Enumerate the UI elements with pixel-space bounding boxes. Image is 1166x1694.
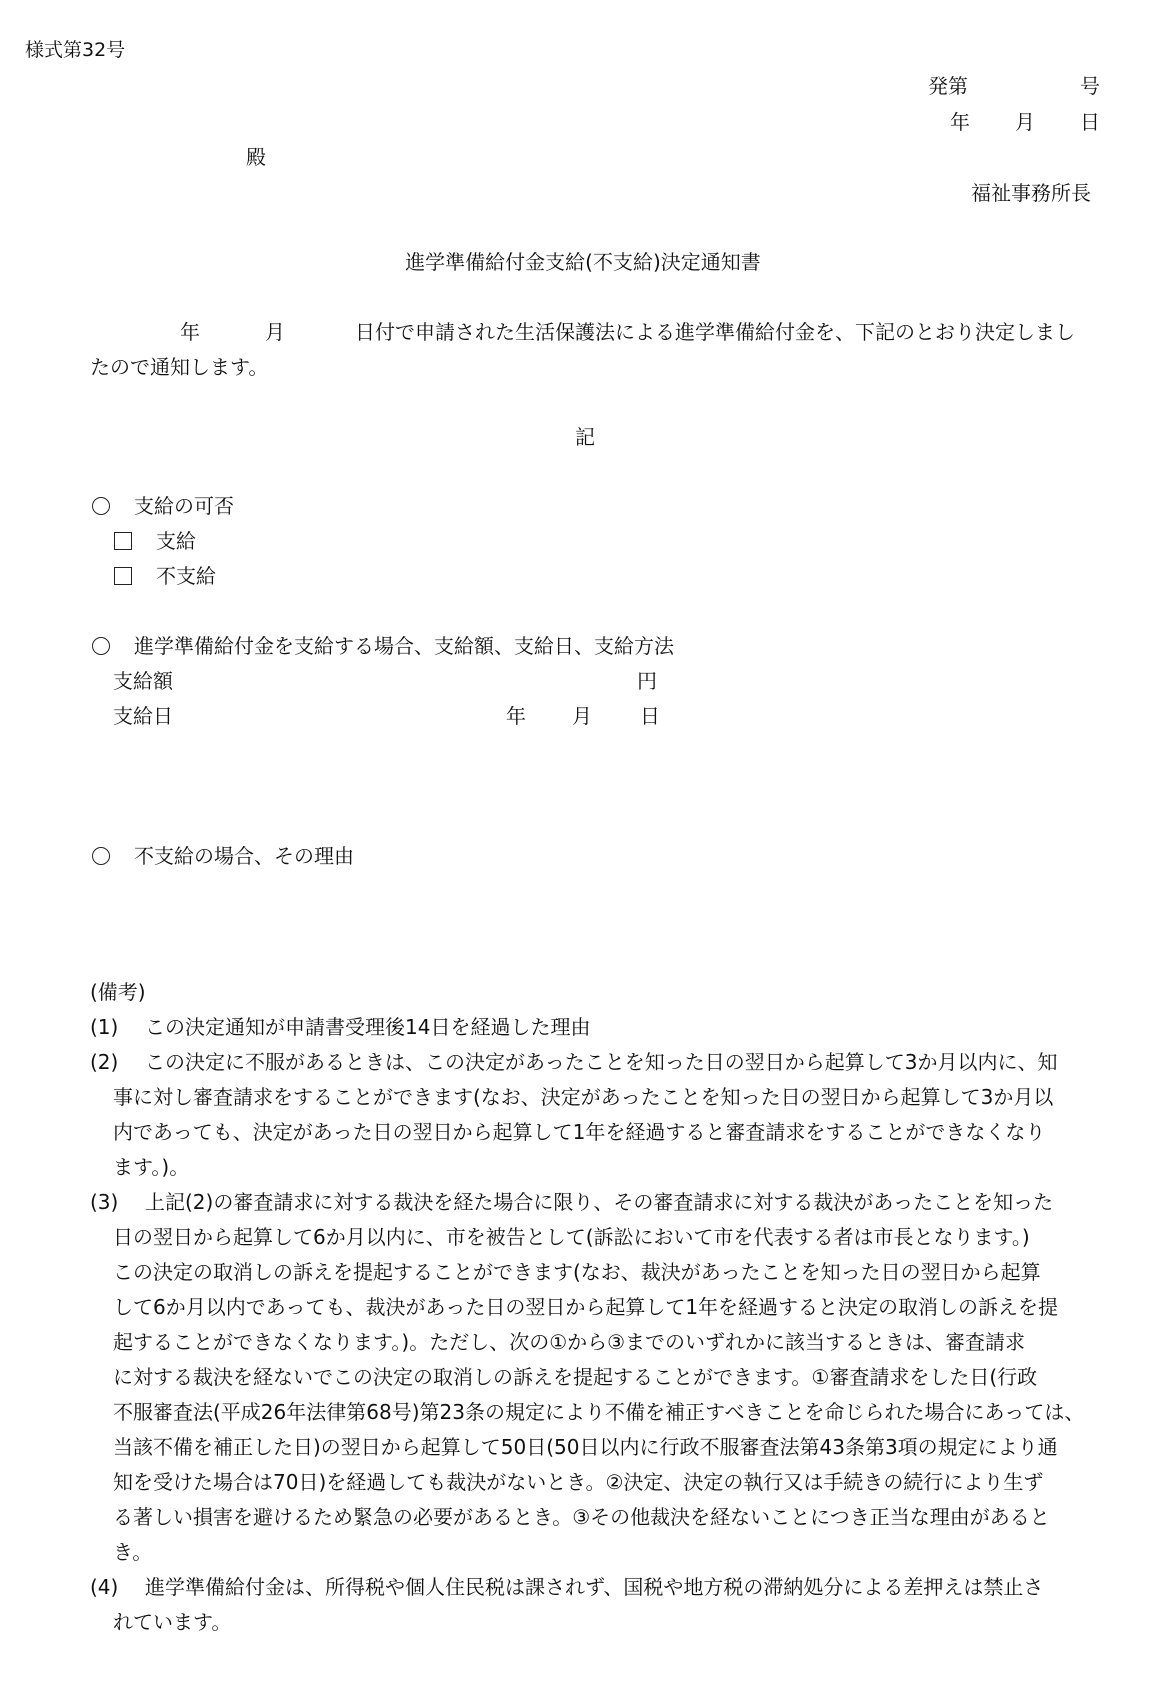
date-month-label: 月 xyxy=(1015,110,1035,134)
circle-bullet-icon xyxy=(92,497,110,515)
remark-3-line: 上記(2)の審査請求に対する裁決を経た場合に限り、その審査請求に対する裁決があったことを知った xyxy=(145,1190,1054,1214)
remark-1-line: この決定通知が申請書受理後14日を経過した理由 xyxy=(145,1015,591,1039)
payment-date-day: 日 xyxy=(640,704,660,728)
date-day-label: 日 xyxy=(1080,110,1100,134)
checkbox-approve[interactable] xyxy=(114,532,132,550)
approval-heading: 支給の可否 xyxy=(134,494,234,518)
remark-3-line: 当該不備を補正した日)の翌日から起算して50日(50日以内に行政不服審査法第43条第3項の規定により通 xyxy=(113,1435,1058,1459)
payment-date-month: 月 xyxy=(572,704,592,728)
document-title: 進学準備給付金支給(不支給)決定通知書 xyxy=(405,250,761,274)
payment-date-label: 支給日 xyxy=(113,704,173,728)
payment-amount-label: 支給額 xyxy=(113,669,173,693)
remark-3-line: この決定の取消しの訴えを提起することができます(なお、裁決があったことを知った日の翌日から起算 xyxy=(113,1260,1041,1284)
intro-year-label: 年 xyxy=(180,320,200,344)
ki-heading: 記 xyxy=(575,425,595,449)
payment-heading: 進学準備給付金を支給する場合、支給額、支給日、支給方法 xyxy=(134,634,674,658)
payment-amount-unit: 円 xyxy=(637,669,657,693)
remark-2-line: 事に対し審査請求をすることができます(なお、決定があったことを知った日の翌日から起算して3か月以 xyxy=(113,1085,1054,1109)
addressee-suffix: 殿 xyxy=(246,145,266,169)
date-year-label: 年 xyxy=(950,110,970,134)
remark-2-line: この決定に不服があるときは、この決定があったことを知った日の翌日から起算して3か月以内に、知 xyxy=(145,1050,1058,1074)
issuer-name: 福祉事務所長 xyxy=(971,181,1091,205)
remarks-heading: (備考) xyxy=(90,980,146,1004)
issue-number-prefix: 発第 xyxy=(928,74,968,98)
remark-3-line: に対する裁決を経ないでこの決定の取消しの訴えを提起することができます。①審査請求をした日(行政 xyxy=(113,1365,1038,1389)
intro-text-line-1: 日付で申請された生活保護法による進学準備給付金を、下記のとおり決定しまし xyxy=(355,320,1075,344)
remark-2-line: ます。)。 xyxy=(113,1155,190,1179)
remark-4-line: 進学準備給付金は、所得税や個人住民税は課されず、国税や地方税の滞納処分による差押えは禁止さ xyxy=(145,1575,1044,1599)
option-refuse-label: 不支給 xyxy=(156,564,216,588)
remark-3-line: 不服審査法(平成26年法律第68号)第23条の規定により不備を補正すべきことを命じられた場合にあっては、 xyxy=(113,1400,1085,1424)
form-number: 様式第32号 xyxy=(25,39,126,61)
remark-3-line: 起することができなくなります。)。ただし、次の①から③までのいずれかに該当するときは、審査請求 xyxy=(113,1330,1026,1354)
payment-date-year: 年 xyxy=(506,704,526,728)
remark-2-line: 内であっても、決定があった日の翌日から起算して1年を経過すると審査請求をすることができなくなり xyxy=(113,1120,1046,1144)
intro-text-line-2: たので通知します。 xyxy=(90,355,269,379)
checkbox-refuse[interactable] xyxy=(114,567,132,585)
circle-bullet-icon xyxy=(92,847,110,865)
remark-4-line: れています。 xyxy=(113,1610,232,1634)
remark-3-line: して6か月以内であっても、裁決があった日の翌日から起算して1年を経過すると決定の取消しの訴えを提 xyxy=(113,1295,1059,1319)
circle-bullet-icon xyxy=(92,637,110,655)
remark-3-line: 日の翌日から起算して6か月以内に、市を被告として(訴訟において市を代表する者は市長となります。) xyxy=(113,1225,1030,1249)
remark-3-label: (3) xyxy=(90,1190,119,1214)
remark-4-label: (4) xyxy=(90,1575,119,1599)
refusal-heading: 不支給の場合、その理由 xyxy=(134,844,354,868)
remark-1-label: (1) xyxy=(90,1015,119,1039)
intro-month-label: 月 xyxy=(265,320,285,344)
option-approve-label: 支給 xyxy=(156,529,196,553)
remark-3-line: る著しい損害を避けるため緊急の必要があるとき。③その他裁決を経ないことにつき正当な理由があると xyxy=(113,1505,1050,1529)
remark-3-line: き。 xyxy=(113,1540,153,1564)
remark-3-line: 知を受けた場合は70日)を経過しても裁決がないとき。②決定、決定の執行又は手続きの続行により生ず xyxy=(113,1470,1044,1494)
issue-number-suffix: 号 xyxy=(1080,74,1100,98)
remark-2-label: (2) xyxy=(90,1050,119,1074)
